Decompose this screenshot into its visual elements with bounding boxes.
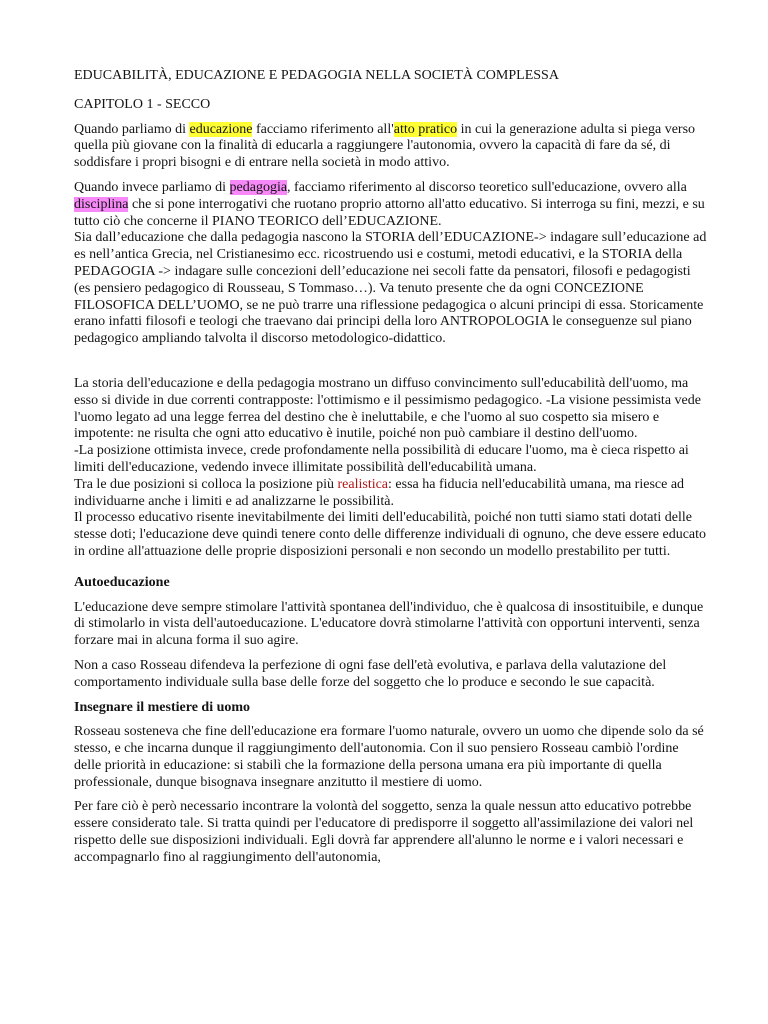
document-title: EDUCABILITÀ, EDUCAZIONE E PEDAGOGIA NELLA SOCIETÀ COMPLESSA — [74, 68, 559, 83]
text-run: , facciamo riferimento al discorso teoretico sull'educazione, ovvero alla — [287, 179, 687, 195]
section-title-autoeducazione: Autoeducazione — [74, 574, 170, 590]
text-run: Quando parliamo di — [74, 121, 190, 137]
text-run: facciamo riferimento all' — [252, 121, 394, 137]
text-run: -La posizione ottimista invece, crede profondamente nella possibilità di educare l'uomo, ma è cieca rispetto ai limiti dell'educazione, vedendo invece illimitate possibilità dell'educabilità umana. — [74, 443, 689, 475]
paragraph-autoeducazione-2: Non a caso Rosseau difendeva la perfezione di ogni fase dell'età evolutiva, e parlava della valutazione del comportamento individuale sulla base delle forze del soggetto che lo produce e secondo le sue capacità. — [74, 657, 667, 690]
highlight-disciplina: disciplina — [74, 196, 129, 212]
highlight-educazione: educazione — [189, 121, 253, 137]
text-run: Quando invece parliamo di — [74, 179, 230, 195]
paragraph-autoeducazione-1: L'educazione deve sempre stimolare l'attività spontanea dell'individuo, che è qualcosa di insostituibile, e dunque di stimolarlo in vista dell'autoeducazione. L'educatore dovrà stimolarne l'attività con opportuni interventi, senza forzare mai in alcuna forma il suo agire. — [74, 599, 704, 649]
text-run: La storia dell'educazione e della pedagogia mostrano un diffuso convincimento sull'educabilità dell'uomo, ma esso si divide in due correnti contrapposte: l'ottimismo e il pessimismo pedagogico. -La visione pessimista vede l'uomo legato ad una legge ferrea del destino che è ineluttabile, e che l'uomo al suo cospetto sia misero e impotente: ne risulta che ogni atto educativo è inutile, poiché non può cambiare il destino dell'uomo. — [74, 375, 701, 442]
spacer — [74, 356, 708, 376]
text-run: Il processo educativo risente inevitabilmente dei limiti dell'educabilità, poiché non tutti siamo stati dotati delle stesse doti; l'educazione deve quindi tenere conto delle differenze individuali di ognuno, che deve essere educato in ordine all'attuazione delle proprie disposizioni personali e non secondo un modello prestabilito per tutti. — [74, 510, 707, 559]
red-word-realistica: realistica — [337, 476, 389, 492]
paragraph-mestiere-2: Per fare ciò è però necessario incontrare la volontà del soggetto, senza la quale nessun atto educativo potrebbe essere considerato tale. Si tratta quindi per l'educatore di predisporre il soggetto all'assimilazione dei valori nel rispetto delle sue disposizioni individuali. Egli dovrà far apprendere all'alunno le norme e i valori necessari e accompagnarlo fino al raggiungimento dell'autonomia, — [74, 799, 694, 865]
text-run: Sia dall’educazione che dalla pedagogia nascono la STORIA dell’EDUCAZIONE-> indagare sull’educazione ad es nell’antica Grecia, nel Cristianesimo ecc. ricostruendo usi e costumi, metodi educativi, e la STORIA della PEDAGOGIA -> indagare sulle concezioni dell’educazione nei secoli fatte da pensatori, filosofi e pedagogisti (es pensiero pedagogico di Rousseau, S Tommaso…). Va tenuto presente che da ogni CONCEZIONE FILOSOFICA DELL’UOMO, se ne può trarre una riflessione pedagogica o alcuni principi di essa. Storicamente erano infatti filosofi e teologi che traevano dai principi della loro ANTROPOLOGIA le conseguenze sul piano pedagogico ampliando talvolta il discorso metodologico-didattico. — [74, 230, 707, 347]
paragraph-pedagogia — [74, 180, 708, 348]
paragraph-educabilita — [74, 376, 708, 561]
paragraph-educazione — [74, 122, 708, 172]
text-run: in cui la generazione adulta si piega verso quella più giovane con la finalità di educarla a raggiungere l'autonomia, ovvero la capacità di fare da sé, di soddisfare i propri bisogni e di entrare nella società in modo attivo. — [74, 121, 696, 171]
highlight-atto-pratico: atto pratico — [393, 121, 458, 137]
text-run: Tra le due posizioni si colloca la posizione più — [74, 476, 338, 492]
text-run: che si pone interrogativi che ruotano proprio attorno all'atto educativo. Si interroga su fini, mezzi, e su tutto ciò che concerne il PIANO TEORICO dell’EDUCAZIONE. — [74, 196, 705, 229]
highlight-pedagogia: pedagogia — [229, 179, 288, 195]
section-title-mestiere-di-uomo: Insegnare il mestiere di uomo — [74, 699, 251, 715]
paragraph-mestiere-1: Rosseau sosteneva che fine dell'educazione era formare l'uomo naturale, ovvero un uomo che dipende solo da sé stesso, e che incarna dunque il raggiungimento dell'autonomia. Con il suo pensiero Rosseau cambiò l'ordine delle priorità in educazione: si stabilì che la formazione della persona umana era più importante di quella professionale, dunque bisognava insegnare anzitutto il mestiere di uomo. — [74, 724, 704, 790]
chapter-heading: CAPITOLO 1 - SECCO — [74, 96, 211, 112]
text-run: : essa ha fiducia nell'educabilità umana, ma riesce ad individuarne anche i limiti e ad analizzarne le possibilità. — [74, 476, 685, 509]
